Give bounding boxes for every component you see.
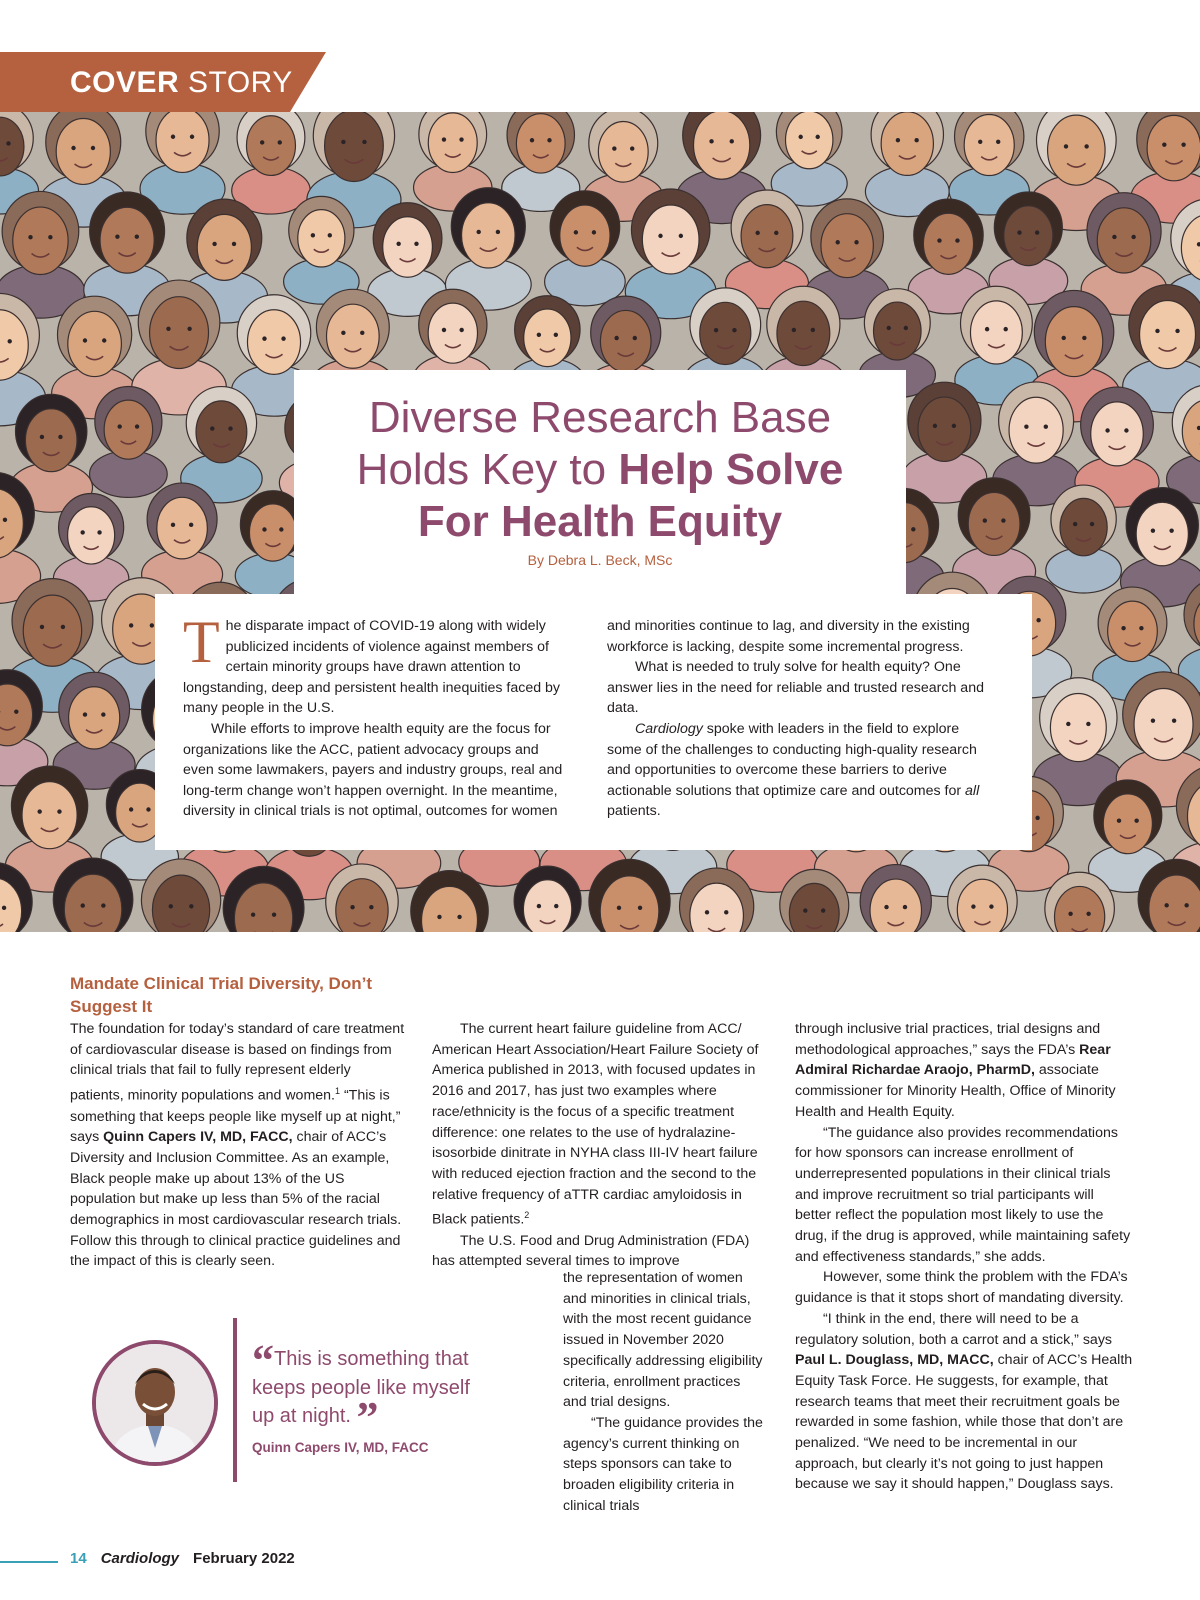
pull-quote: “This is something that keeps people like myself up at night. ” [252, 1336, 470, 1442]
body-column-3: through inclusive trial practices, trial designs and methodological approaches,” says the FDA’s Rear Admiral Richardae Araojo, PharmD, associate commissioner for Minority Health, Office of Minority Health and Health Equity. “The guidance also provides recommendations for how sponsors can increase enrollment of underrepresented populations in their clinical trials and improve recruitment so trial participants will better reflect the population most likely to use the drug, if the drug is approved, while maintaining safety and effectiveness standards,” she adds. However, some think the problem with the FDA’s guidance is that it stops short of mandating diversity. “I think in the end, there will need to be a regulatory solution, both a carrot and a stick,” says Paul L. Douglass, MD, MACC, chair of ACC’s Health Equity Task Force. He suggests, for example, that research teams that meet their recruitment goals be rewarded in some fashion, while those that don’t are penalized. “We need to be incremental in our approach, but clearly it’s not going to just happen because we say it should happen,” Douglass says. [795, 1021, 1133, 1493]
article-title: Diverse Research Base Holds Key to Help Solve For Health Equity [356, 393, 844, 546]
close-quote-mark: ” [356, 1393, 379, 1442]
intro-box [155, 594, 1032, 850]
author-portrait-photo [92, 1340, 218, 1466]
body-column-2-lower: the representation of women and minorities in clinical trials, with the most recent guidance issued in November 2020 specifically addressing eligibility criteria, enrollment practices and trial designs. “The guidance provides the agency’s current thinking on steps sponsors can take to broaden eligibility criteria in clinical trials [563, 1270, 763, 1514]
headline-box [294, 370, 906, 595]
open-quote-mark: “ [252, 1336, 274, 1385]
intro-column-left: The disparate impact of COVID-19 along with widely publicized incidents of violence against members of certain minority groups have drawn attention to longstanding, deep and persistent health inequities faced by many people in the U.S. While efforts to improve health equity are the focus for organizations like the ACC, patient advocacy groups and even some lawmakers, payers and industry groups, real and long-term change won’t happen overnight. In the meantime, diversity in clinical trials is not optimal, outcomes for women [183, 609, 563, 820]
portrait-icon [96, 1344, 214, 1462]
section-label: COVER STORY [70, 66, 293, 99]
illustrated-face-20 [545, 191, 626, 306]
body-column-2: The current heart failure guideline from ACC/ American Heart Association/Heart Failure Society of America published in 2013, with focused updates in 2016 and 2017, has just two examples where race/ethnicity is the focus of a specific treatment difference: one relates to the use of hydralazine-isosorbide dinitrate in NYHA class III-IV heart failure with reduced ejection fraction and the second to the relative frequency of aTTR cardiac amyloidosis in Black patients.$^2$ The U.S. Food and Drug Administration (FDA) has attempted several times to improve [432, 1021, 759, 1270]
issue-date: February 2022 [193, 1550, 295, 1567]
pull-quote-rule [233, 1318, 237, 1482]
intro-column-right: and minorities continue to lag, and diversity in the existing workforce is lacking, despite some incremental progress. What is needed to truly solve for health equity? One answer lies in the need for reliable and trusted research and data. Cardiology spoke with leaders in the field to explore some of the challenges to conducting high-quality research and opportunities to overcome these barriers to derive actionable solutions that optimize care and outcomes for all patients. [607, 618, 984, 820]
illustrated-face-43 [90, 386, 168, 497]
pull-quote-attribution: Quinn Capers IV, MD, FACC [252, 1440, 429, 1455]
magazine-name: Cardiology [100, 1550, 180, 1567]
drop-cap: T [183, 609, 220, 675]
body-column-1: The foundation for today’s standard of care treatment of cardiovascular disease is based on findings from clinical trials that fail to fully represent elderly patients, minority populations and women.$^1$ “This is something that keeps people like myself up at night,” says Quinn Capers IV, MD, FACC, chair of ACC’s Diversity and Inclusion Committee. As an example, Black people make up about 13% of the US population but make up less than 5% of the racial demographics in most cardiovascular research trials. Follow this through to clinical practice guidelines and the impact of this is clearly seen. [70, 1021, 405, 1270]
illustrated-face-17 [284, 196, 359, 304]
illustrated-face-68 [1046, 485, 1122, 593]
byline: By Debra L. Beck, MSc [527, 552, 673, 568]
footer-rule [0, 1561, 58, 1563]
page-footer [70, 1550, 295, 1567]
cover-story-banner-tip [290, 52, 326, 112]
section-heading: Mandate Clinical Trial Diversity, Don’t Suggest It [70, 974, 372, 1016]
page-number: 14 [70, 1550, 87, 1567]
